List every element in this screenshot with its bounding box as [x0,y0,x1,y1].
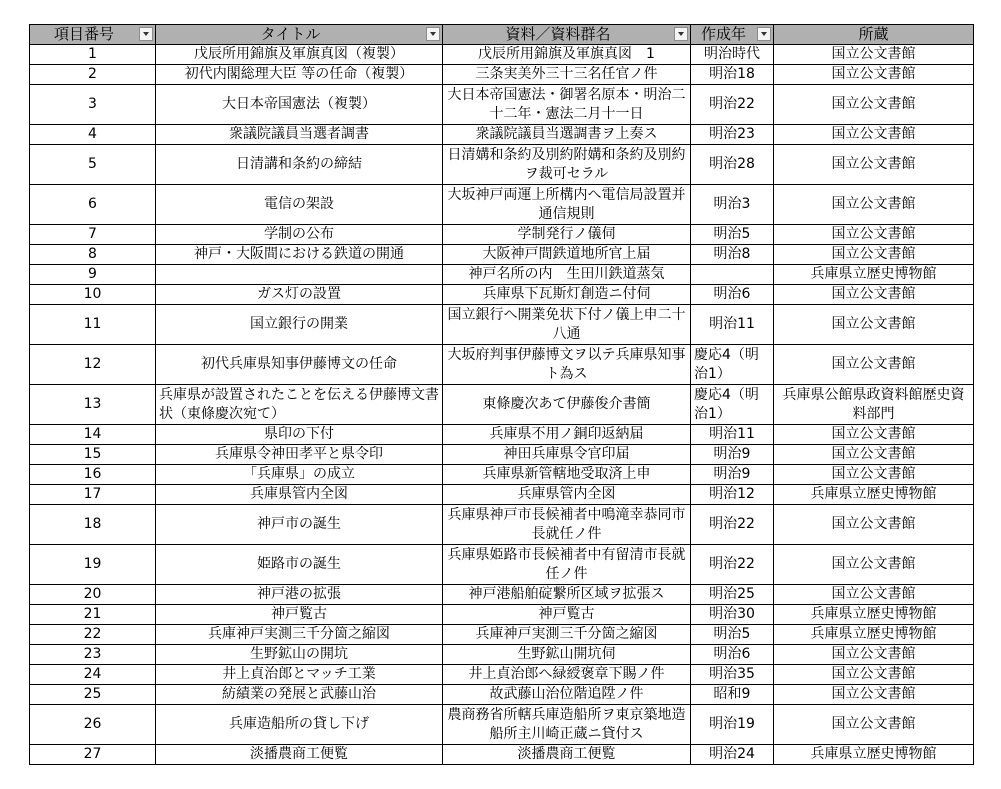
creation-year-cell[interactable]: 明治時代 [691,45,774,65]
holder-cell[interactable]: 国立公文書館 [774,465,974,485]
filter-dropdown-button[interactable] [674,27,688,41]
table-row [30,145,974,185]
title-cell[interactable]: 淡播農商工便覧 [156,745,443,765]
holder-cell[interactable]: 国立公文書館 [774,345,974,385]
material-name-cell[interactable]: 神田兵庫県令官印届 [443,445,691,465]
item-number-cell[interactable]: 26 [30,705,156,745]
table-row [30,445,974,465]
holder-cell[interactable]: 国立公文書館 [774,145,974,185]
material-name-cell[interactable]: 兵庫県不用ノ銅印返納届 [443,425,691,445]
table-row [30,705,974,745]
column-header-label: タイトル [260,25,321,43]
holder-cell[interactable]: 兵庫県公館県政資料館歴史資料部門 [774,385,974,425]
creation-year-cell[interactable] [691,265,774,285]
column-header-4[interactable] [774,25,974,45]
title-cell[interactable]: 学制の公布 [156,225,443,245]
creation-year-cell[interactable]: 明治18 [691,65,774,85]
column-header-label: 資料／資料群名 [505,25,611,43]
holder-cell[interactable]: 国立公文書館 [774,245,974,265]
holder-cell[interactable]: 国立公文書館 [774,445,974,465]
material-name-cell[interactable]: 兵庫県管内全図 [443,485,691,505]
column-header-label: 作成年 [700,25,746,43]
item-number-cell[interactable]: 20 [30,585,156,605]
item-number-cell[interactable]: 23 [30,645,156,665]
item-number-cell[interactable]: 27 [30,745,156,765]
creation-year-cell[interactable]: 明治6 [691,645,774,665]
holder-cell[interactable]: 国立公文書館 [774,225,974,245]
material-name-cell[interactable]: 国立銀行へ開業免状下付ノ儀上申二十八通 [443,305,691,345]
title-cell[interactable]: 神戸港の拡張 [156,585,443,605]
item-number-cell[interactable]: 13 [30,385,156,425]
holder-cell[interactable]: 国立公文書館 [774,45,974,65]
title-cell[interactable]: 生野鉱山の開坑 [156,645,443,665]
holder-cell[interactable]: 兵庫県立歴史博物館 [774,485,974,505]
chevron-down-icon [678,32,684,36]
creation-year-cell[interactable]: 明治5 [691,625,774,645]
item-number-cell[interactable]: 18 [30,505,156,545]
title-cell[interactable]: ガス灯の設置 [156,285,443,305]
table-row [30,425,974,445]
holder-cell[interactable]: 兵庫県立歴史博物館 [774,605,974,625]
spreadsheet-table-area [29,24,974,765]
title-cell[interactable]: 神戸・大阪間における鉄道の開通 [156,245,443,265]
creation-year-cell[interactable]: 明治24 [691,745,774,765]
table-row [30,545,974,585]
table-row [30,185,974,225]
table-body [30,45,974,765]
table-row [30,265,974,285]
material-name-cell[interactable]: 三条実美外三十三名任官ノ件 [443,65,691,85]
item-number-cell[interactable]: 10 [30,285,156,305]
table-row [30,505,974,545]
item-number-cell[interactable]: 2 [30,65,156,85]
chevron-down-icon [761,32,767,36]
title-cell[interactable]: 日清講和条約の締結 [156,145,443,185]
table-row [30,245,974,265]
title-cell[interactable]: 兵庫県管内全図 [156,485,443,505]
creation-year-cell[interactable]: 明治30 [691,605,774,625]
title-cell[interactable]: 兵庫造船所の貸し下げ [156,705,443,745]
creation-year-cell[interactable]: 明治6 [691,285,774,305]
item-number-cell[interactable]: 1 [30,45,156,65]
material-name-cell[interactable]: 農商務省所轄兵庫造船所ヲ東京築地造船所主川崎正蔵ニ貸付ス [443,705,691,745]
material-name-cell[interactable]: 井上貞治郎へ緑綬褒章下賜ノ件 [443,665,691,685]
holder-cell[interactable]: 兵庫県立歴史博物館 [774,265,974,285]
material-name-cell[interactable]: 衆議院議員当選調書ヲ上奏ス [443,125,691,145]
title-cell[interactable]: 初代内閣総理大臣 等の任命（複製） [156,65,443,85]
table-row [30,225,974,245]
item-number-cell[interactable]: 21 [30,605,156,625]
item-number-cell[interactable]: 12 [30,345,156,385]
title-cell[interactable]: 神戸市の誕生 [156,505,443,545]
item-number-cell[interactable]: 4 [30,125,156,145]
filter-dropdown-button[interactable] [139,27,153,41]
creation-year-cell[interactable]: 明治3 [691,185,774,225]
item-number-cell[interactable]: 17 [30,485,156,505]
title-cell[interactable]: 兵庫県が設置されたことを伝える伊藤博文書状（東條慶次宛て） [156,385,443,425]
creation-year-cell[interactable]: 慶応4（明治1） [691,385,774,425]
creation-year-cell[interactable]: 明治5 [691,225,774,245]
table-row [30,305,974,345]
creation-year-cell[interactable]: 明治11 [691,425,774,445]
holder-cell[interactable]: 兵庫県立歴史博物館 [774,745,974,765]
creation-year-cell[interactable]: 明治9 [691,465,774,485]
item-number-cell[interactable]: 9 [30,265,156,285]
item-number-cell[interactable]: 5 [30,145,156,185]
material-name-cell[interactable]: 生野鉱山開坑伺 [443,645,691,665]
header-row [30,25,974,45]
holder-cell[interactable]: 国立公文書館 [774,685,974,705]
material-name-cell[interactable]: 兵庫県神戸市長候補者中鳴滝幸恭同市長就任ノ件 [443,505,691,545]
holder-cell[interactable]: 国立公文書館 [774,305,974,345]
item-number-cell[interactable]: 6 [30,185,156,225]
holder-cell[interactable]: 国立公文書館 [774,425,974,445]
holder-cell[interactable]: 兵庫県立歴史博物館 [774,625,974,645]
holder-cell[interactable]: 国立公文書館 [774,705,974,745]
material-name-cell[interactable]: 大日本帝国憲法・御署名原本・明治二十二年・憲法二月十一日 [443,85,691,125]
holder-cell[interactable]: 国立公文書館 [774,125,974,145]
title-cell[interactable]: 大日本帝国憲法（複製） [156,85,443,125]
table-row [30,745,974,765]
creation-year-cell[interactable]: 明治8 [691,245,774,265]
material-name-cell[interactable]: 学制発行ノ儀伺 [443,225,691,245]
archive-table [29,24,974,765]
table-row [30,625,974,645]
material-name-cell[interactable]: 大坂神戸両運上所構内へ電信局設置并通信規則 [443,185,691,225]
material-name-cell[interactable]: 故武藤山治位階追陞ノ件 [443,685,691,705]
material-name-cell[interactable]: 大坂府判事伊藤博文ヲ以テ兵庫県知事ト為ス [443,345,691,385]
creation-year-cell[interactable]: 明治35 [691,665,774,685]
material-name-cell[interactable]: 神戸覧古 [443,605,691,625]
title-cell[interactable]: 国立銀行の開業 [156,305,443,345]
table-row [30,285,974,305]
holder-cell[interactable]: 国立公文書館 [774,645,974,665]
material-name-cell[interactable]: 兵庫県下瓦斯灯創造ニ付伺 [443,285,691,305]
material-name-cell[interactable]: 戊辰所用錦旗及軍旗真図 1 [443,45,691,65]
creation-year-cell[interactable]: 慶応4（明治1） [691,345,774,385]
table-row [30,45,974,65]
title-cell[interactable]: 神戸覧古 [156,605,443,625]
material-name-cell[interactable]: 兵庫県新管轄地受取済上申 [443,465,691,485]
holder-cell[interactable]: 国立公文書館 [774,185,974,225]
item-number-cell[interactable]: 11 [30,305,156,345]
material-name-cell[interactable]: 日清媾和条約及別約附媾和条約及別約ヲ裁可セラル [443,145,691,185]
column-header-label: 項目番号 [53,25,114,43]
title-cell[interactable]: 井上貞治郎とマッチ工業 [156,665,443,685]
table-row [30,85,974,125]
material-name-cell[interactable]: 淡播農商工便覧 [443,745,691,765]
title-cell[interactable]: 兵庫県令神田孝平と県令印 [156,445,443,465]
filter-dropdown-button[interactable] [426,27,440,41]
item-number-cell[interactable]: 19 [30,545,156,585]
creation-year-cell[interactable]: 明治25 [691,585,774,605]
holder-cell[interactable]: 国立公文書館 [774,585,974,605]
chevron-down-icon [143,32,149,36]
creation-year-cell[interactable]: 昭和9 [691,685,774,705]
creation-year-cell[interactable]: 明治22 [691,545,774,585]
item-number-cell[interactable]: 15 [30,445,156,465]
chevron-down-icon [430,32,436,36]
title-cell[interactable]: 姫路市の誕生 [156,545,443,585]
title-cell[interactable]: 戊辰所用錦旗及軍旗真図（複製） [156,45,443,65]
holder-cell[interactable]: 国立公文書館 [774,85,974,125]
column-header-3[interactable] [691,25,774,45]
table-row [30,385,974,425]
column-header-2[interactable] [443,25,691,45]
item-number-cell[interactable]: 16 [30,465,156,485]
item-number-cell[interactable]: 7 [30,225,156,245]
item-number-cell[interactable]: 3 [30,85,156,125]
title-cell[interactable]: 兵庫神戸実測三千分箇之縮図 [156,625,443,645]
item-number-cell[interactable]: 24 [30,665,156,685]
title-cell[interactable]: 県印の下付 [156,425,443,445]
item-number-cell[interactable]: 8 [30,245,156,265]
table-row [30,465,974,485]
material-name-cell[interactable]: 東條慶次あて伊藤俊介書簡 [443,385,691,425]
holder-cell[interactable]: 国立公文書館 [774,545,974,585]
table-row [30,65,974,85]
holder-cell[interactable]: 国立公文書館 [774,65,974,85]
creation-year-cell[interactable]: 明治12 [691,485,774,505]
title-cell[interactable]: 初代兵庫県知事伊藤博文の任命 [156,345,443,385]
creation-year-cell[interactable]: 明治28 [691,145,774,185]
title-cell[interactable]: 「兵庫県」の成立 [156,465,443,485]
table-row [30,685,974,705]
table-row [30,665,974,685]
table-row [30,345,974,385]
holder-cell[interactable]: 国立公文書館 [774,505,974,545]
creation-year-cell[interactable]: 明治9 [691,445,774,465]
title-cell[interactable] [156,265,443,285]
title-cell[interactable]: 紡績業の発展と武藤山治 [156,685,443,705]
material-name-cell[interactable]: 大阪神戸間鉄道地所官上届 [443,245,691,265]
column-header-label: 所蔵 [858,25,889,43]
holder-cell[interactable]: 国立公文書館 [774,665,974,685]
material-name-cell[interactable]: 兵庫県姫路市長候補者中有留清市長就任ノ件 [443,545,691,585]
creation-year-cell[interactable]: 明治19 [691,705,774,745]
creation-year-cell[interactable]: 明治22 [691,85,774,125]
table-row [30,485,974,505]
creation-year-cell[interactable]: 明治11 [691,305,774,345]
column-header-0[interactable] [30,25,156,45]
creation-year-cell[interactable]: 明治23 [691,125,774,145]
material-name-cell[interactable]: 神戸名所の内 生田川鉄道蒸気 [443,265,691,285]
table-row [30,605,974,625]
creation-year-cell[interactable]: 明治22 [691,505,774,545]
material-name-cell[interactable]: 神戸港船舶碇繋所区域ヲ拡張ス [443,585,691,605]
filter-dropdown-button[interactable] [757,27,771,41]
item-number-cell[interactable]: 14 [30,425,156,445]
material-name-cell[interactable]: 兵庫神戸実測三千分箇之縮図 [443,625,691,645]
title-cell[interactable]: 衆議院議員当選者調書 [156,125,443,145]
table-row [30,125,974,145]
holder-cell[interactable]: 国立公文書館 [774,285,974,305]
table-row [30,645,974,665]
item-number-cell[interactable]: 25 [30,685,156,705]
column-header-1[interactable] [156,25,443,45]
item-number-cell[interactable]: 22 [30,625,156,645]
title-cell[interactable]: 電信の架設 [156,185,443,225]
table-row [30,585,974,605]
